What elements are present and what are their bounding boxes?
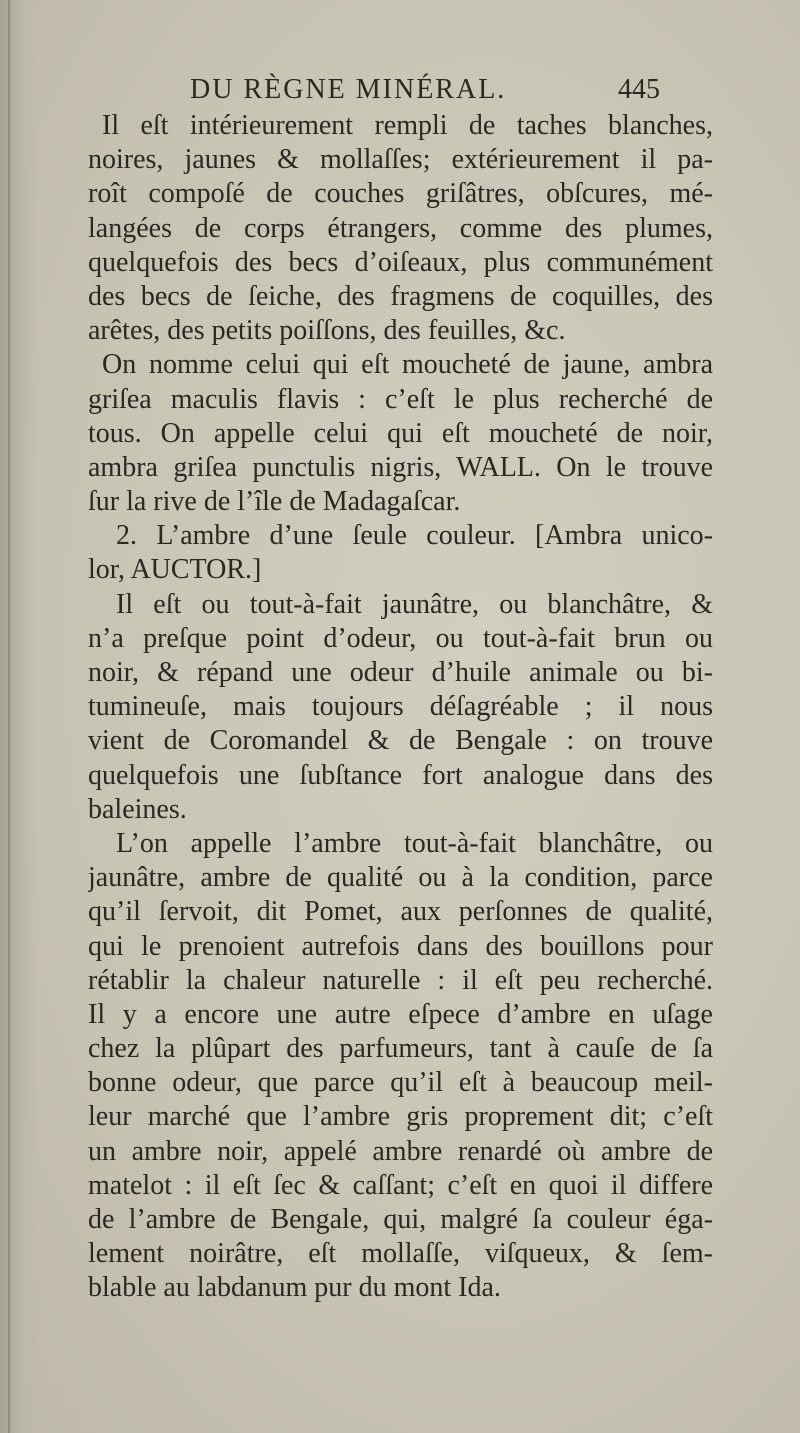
text-line: tumineuſe, mais toujours déſagréable ; il nous (88, 691, 713, 723)
text-line: roît compoſé de couches griſâtres, obſcures, mé- (88, 178, 713, 210)
text-line: noir, & répand une odeur d’huile animale ou bi- (88, 657, 713, 688)
text-line: qui le prenoient autrefois dans des bouillons pour (88, 930, 713, 962)
text-line: arêtes, des petits poiſſons, des feuilles, &c. (88, 315, 566, 347)
page-number: 445 (618, 74, 660, 105)
text-line: matelot : il eſt ſec & caſſant; c’eſt en quoi il differe (88, 1169, 713, 1201)
text-line: jaunâtre, ambre de qualité ou à la condition, parce (88, 862, 713, 894)
page-left-edge-shadow (0, 0, 38, 1433)
text-line: Il eſt ou tout-à-fait jaunâtre, ou blanchâtre, & (116, 588, 713, 620)
text-line: rétablir la chaleur naturelle : il eſt peu recherché. (88, 964, 713, 996)
text-line: leur marché que l’ambre gris proprement dit; c’eſt (88, 1101, 713, 1133)
binding-edge (8, 0, 10, 1433)
text-line: lement noirâtre, eſt mollaſſe, viſqueux, & ſem- (88, 1238, 713, 1270)
text-line: Il y a encore une autre eſpece d’ambre en uſage (88, 998, 713, 1030)
running-head: DU RÈGNE MINÉRAL. (190, 74, 507, 105)
text-line: n’a preſque point d’odeur, ou tout-à-fait brun ou (88, 622, 713, 654)
text-line: Il eſt intérieurement rempli de taches blanches, (102, 110, 713, 141)
text-line: 2. L’ambre d’une ſeule couleur. [Ambra unico- (116, 520, 713, 552)
text-line: quelquefois des becs d’oiſeaux, plus communément (88, 246, 713, 278)
text-line: langées de corps étrangers, comme des plumes, (88, 212, 713, 244)
text-line: vient de Coromandel & de Bengale : on trouve (88, 725, 713, 757)
text-line: bonne odeur, que parce qu’il eſt à beaucoup meil- (88, 1067, 713, 1099)
text-line: griſea maculis flavis : c’eſt le plus recherché de (88, 383, 713, 415)
text-line: quelquefois une ſubſtance fort analogue dans des (88, 759, 713, 791)
text-line: lor, AUCTOR.] (88, 554, 262, 586)
text-line: chez la plûpart des parfumeurs, tant à cauſe de ſa (88, 1033, 713, 1065)
text-line: de l’ambre de Bengale, qui, malgré ſa couleur éga- (88, 1204, 713, 1235)
text-line: des becs de ſeiche, des fragmens de coquilles, des (88, 280, 713, 312)
text-line: baleines. (88, 793, 187, 825)
text-line: ambra griſea punctulis nigris, WALL. On le trouve (88, 451, 713, 483)
text-line: tous. On appelle celui qui eſt moucheté de noir, (88, 417, 713, 449)
text-line: noires, jaunes & mollaſſes; extérieurement il pa- (88, 144, 713, 176)
body-text (88, 109, 713, 1306)
text-line: blable au labdanum pur du mont Ida. (88, 1272, 501, 1304)
text-line: On nomme celui qui eſt moucheté de jaune, ambra (102, 349, 713, 381)
page-header (190, 74, 660, 108)
text-line: ſur la rive de l’île de Madagaſcar. (88, 486, 461, 518)
text-line: un ambre noir, appelé ambre renardé où ambre de (88, 1135, 713, 1167)
text-line: qu’il ſervoit, dit Pomet, aux perſonnes de qualité, (88, 896, 713, 928)
text-line: L’on appelle l’ambre tout-à-fait blanchâtre, ou (116, 827, 713, 859)
